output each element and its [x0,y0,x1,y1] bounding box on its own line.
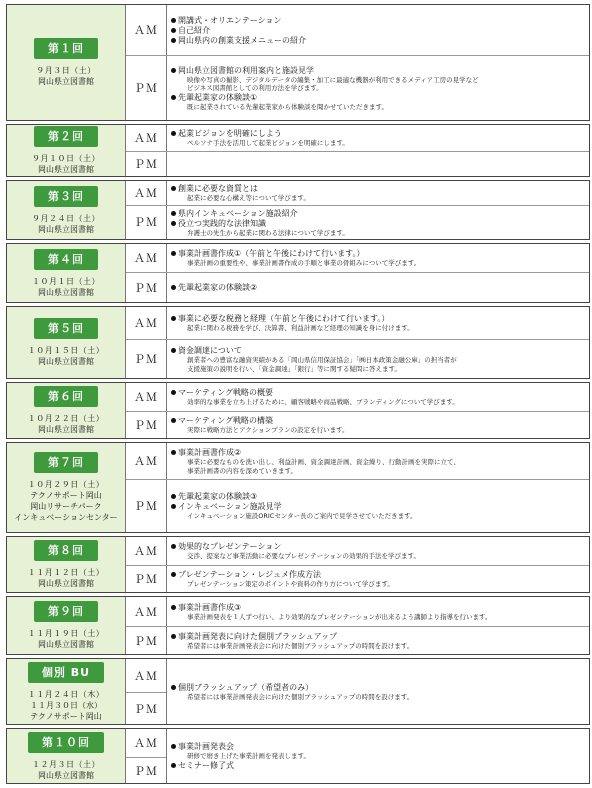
agenda-item-description: インキュベーション施設ORICセンター長のご案内で見学させていただきます。 [187,512,417,521]
session-number-badge: 第６回 [34,386,98,407]
session-info [7,244,126,302]
agenda-item-description: 弁護士の先生から起業に関わる法律について学びます。 [187,228,349,237]
agenda-item-description: プレゼンテーション策定のポイントや資料の作り方について学びます。 [187,580,394,589]
session-date: １０月１５日（土） [27,346,105,355]
agenda-item [171,416,585,426]
session-row [6,536,590,593]
session-venue: 岡山県立図書館 [38,77,94,86]
am-content [167,125,589,151]
agenda-item-title: セミナー修了式 [178,760,234,770]
bullet-icon [171,221,176,226]
am-content [167,244,589,272]
session-row [6,4,590,121]
am-label: ＡＭ [126,125,167,151]
session-number-badge: 第１０回 [28,732,104,753]
pm-block [126,273,589,302]
agenda-item [171,570,585,580]
session-info [7,443,126,532]
merged-content [167,659,589,724]
agenda-item-description: 効率的な事業を立ち上げるために、顧客戦略や商品戦略、ブランディングについて学びます。 [187,398,459,407]
bullet-icon [171,316,176,321]
pm-block [126,206,589,240]
agenda-item [171,632,585,642]
agenda-item [171,36,585,46]
session-schedule [126,244,589,302]
agenda-item-title: 起業ビジョンを明確にしよう [178,129,282,139]
session-schedule [126,537,589,592]
session-number-badge: 第３回 [34,186,98,207]
agenda-item [171,448,585,458]
agenda-item [171,26,585,36]
session-schedule [126,5,589,120]
bullet-icon [171,634,176,639]
bullet-icon [171,685,176,690]
session-info [7,5,126,120]
session-row [6,306,590,379]
bullet-icon [171,68,176,73]
am-content [167,181,589,205]
am-block [126,537,589,566]
agenda-item [171,249,585,259]
session-row [6,596,590,655]
session-venue: 岡山県立図書館 [38,425,94,434]
session-info [7,659,126,724]
session-venue: テクノサポート岡山 [30,491,102,500]
session-schedule [126,729,589,783]
am-content [167,537,589,565]
session-date: ９月３日（土） [36,66,96,75]
session-schedule [126,125,589,176]
agenda-item [171,184,585,194]
session-venue: 岡山県立図書館 [38,224,94,234]
session-number-badge: 第１回 [34,38,98,59]
session-venue: 岡山リサーチパーク [30,502,102,511]
bullet-icon [171,95,176,100]
pm-label: ＰＭ [126,480,167,532]
agenda-item-description: 起業に関わる税務を学び、決算書、利益計画など経理の知識を身に付けます。 [187,324,414,333]
session-venue: テクノサポート岡山 [30,711,102,721]
time-labels [126,659,167,724]
agenda-item-title: インキュベーション施設見学 [178,502,282,512]
pm-content [167,412,589,438]
agenda-item-title: 先輩起業家の体験談① [178,92,258,102]
bullet-icon [171,348,176,353]
session-row [6,382,590,439]
agenda-item-description: 希望者には事業計画発表会に向けた個別ブラッシュアップの時間を設けます。 [187,641,414,650]
agenda-item [171,209,585,219]
session-number-badge: 第２回 [34,126,98,147]
agenda-item-title: 先輩起業家の体験談② [178,283,258,292]
agenda-item-title: 効果的なプレゼンテーション [178,542,282,552]
bullet-icon [171,418,176,423]
bullet-icon [171,211,176,216]
am-content [167,597,589,626]
agenda-item-description: 支援施策の説明を行い、「資金調達」「銀行」等に関する疑問に答えます。 [187,364,401,373]
pm-content [167,627,589,654]
bullet-icon [171,544,176,549]
session-date: １１月１９日（土） [27,629,105,638]
session-row [6,243,590,303]
am-block [126,597,589,627]
agenda-item-title: 事業計画書作成①（午前と午後にわけて行います。） [178,249,365,259]
agenda-item-title: 自己紹介 [178,25,210,35]
agenda-item [171,346,585,356]
bullet-icon [171,390,176,395]
agenda-item [171,542,585,552]
agenda-item-title: 役立つ実践的な法律知識 [178,218,266,228]
agenda-item-description: 事業計画の重要性や、事業計画書作成の手順と事業の骨組みについて学びます。 [187,259,421,268]
session-date: １２月３日（土） [32,759,100,769]
bullet-icon [171,186,176,191]
bullet-icon [171,494,176,499]
pm-block [126,412,589,438]
agenda-item-description: 交渉、提案など事業活動に必要なプレゼンテーションの効果的手法を学びます。 [187,552,420,561]
session-date: １０月２２日（土） [27,414,105,423]
agenda-item [171,283,585,293]
pm-label: ＰＭ [126,273,167,302]
agenda-item [171,93,585,103]
session-date: １０月１日（土） [32,276,100,286]
session-info [7,181,126,239]
pm-label: ＰＭ [126,56,167,120]
am-block [126,244,589,273]
agenda-item-title: プレゼンテーション・レジュメ作成方法 [178,570,321,580]
session-row [6,442,590,533]
agenda-item [171,683,585,693]
agenda-item [171,129,585,139]
am-content [167,5,589,55]
session-info [7,537,126,592]
am-label: ＡＭ [126,659,166,693]
agenda-item-description: 実際に戦略方法とアクションプランの設定を行います。 [187,426,349,435]
agenda-item [171,219,585,229]
agenda-item-description: 研修で磨き上げた事業計画を発表します。 [187,752,310,761]
bullet-icon [171,28,176,33]
am-block [126,307,589,340]
agenda-item [171,502,585,512]
pm-content [167,480,589,532]
bullet-icon [171,131,176,136]
agenda-item-title: マーケティング戦略の概要 [178,388,274,398]
agenda-item-title: 創業に必要な資質とは [178,184,258,193]
pm-label: ＰＭ [126,340,167,378]
session-row [6,728,590,784]
agenda-item-title: 岡山県内の創業支援メニューの紹介 [178,35,306,45]
session-row [6,658,590,725]
session-row [6,180,590,240]
pm-block [126,340,589,378]
pm-content [167,206,589,240]
pm-content [167,566,589,592]
agenda-item [171,314,585,324]
pm-content [167,152,589,176]
pm-content [167,340,589,378]
agenda-item [171,66,585,76]
session-venue: 岡山県立図書館 [38,165,94,174]
am-label: ＡＭ [126,181,167,205]
session-date: ９月１０日（土） [32,154,100,163]
agenda-item [171,492,585,502]
agenda-item-title: 岡山県立図書館の利用案内と施設見学 [178,65,314,75]
agenda-item-title: 事業計画発表に向けた個別ブラッシュアップ [178,631,338,641]
am-block [126,181,589,206]
agenda-item-description: 既に起業されている先輩起業家から体験談を聞かせていただきます。 [187,102,388,111]
session-venue: 岡山県立図書館 [38,640,94,649]
pm-block [126,480,589,532]
session-info [7,383,126,438]
session-date: １０月２９日（土） [27,480,105,489]
bullet-icon [171,38,176,43]
am-label: ＡＭ [126,244,167,272]
session-info [7,597,126,654]
am-label: ＡＭ [126,307,167,339]
session-row [6,124,590,177]
bullet-icon [171,572,176,577]
agenda-item-title: 事業に必要な税務と経理（午前と午後にわけて行います。） [178,314,390,324]
session-schedule [126,443,589,532]
agenda-item-title: 先輩起業家の体験談③ [178,492,258,502]
am-label: ＡＭ [126,5,167,55]
bullet-icon [171,251,176,256]
session-venue: インキュベーションセンター [14,513,118,522]
agenda-item-description: 創業者への豊富な融資実績がある「岡山県信用保証協会」「㈱日本政策金融公庫」の担当者が [187,356,457,364]
session-date: ９月２４日（土） [32,213,100,223]
am-label: ＡＭ [126,383,167,411]
pm-label: ＰＭ [126,627,167,654]
pm-block [126,627,589,654]
pm-content [167,56,589,120]
session-schedule [126,307,589,378]
pm-block [126,56,589,120]
pm-label: ＰＭ [126,206,167,240]
pm-block [126,566,589,592]
session-info [7,307,126,378]
am-label: ＡＭ [126,537,167,565]
agenda-item-description: 事業に必要なものを洗い出し、利益計画、資金調達計画、資金繰り、行動計画を実際に立て、 [187,458,460,466]
session-date: １１月１２日（土） [27,568,105,577]
agenda-item-title: 事業計画書作成② [178,448,242,457]
session-date: １１月２４日（木） [27,689,105,699]
am-block [126,5,589,56]
agenda-item-title: 個別ブラッシュアップ（希望者のみ） [178,682,314,692]
agenda-item-description: 事業計画発表を１人ずつ行い、より効果的なプレゼンテーションが出来るよう講師より指導を行います。 [187,612,492,621]
pm-label: ＰＭ [134,764,158,778]
session-schedule [126,659,589,724]
agenda-item-title: 開講式・オリエンテーション [178,15,282,25]
agenda-item [171,761,585,771]
agenda-item [171,16,585,26]
agenda-item-description: 映像や写真の撮影、デジタルデータの編集・加工に最適な機器が利用できるメディア工房の見学など [187,75,479,84]
am-content [167,443,589,479]
bullet-icon [171,763,176,768]
agenda-item [171,388,585,398]
pm-label: ＰＭ [134,702,158,716]
agenda-item-description: 希望者には事業計画発表会に向けた個別ブラッシュアップの時間を設けます。 [187,692,414,701]
time-labels [126,729,167,783]
pm-content [167,273,589,302]
am-content [167,383,589,411]
session-number-badge: 第７回 [34,452,98,473]
agenda-item-title: 事業計画発表会 [178,742,234,752]
session-number-badge: 第８回 [34,540,98,561]
session-venue: 岡山県立図書館 [38,770,94,780]
bullet-icon [171,18,176,23]
session-venue: 岡山県立図書館 [38,287,94,297]
agenda-item-description: 起業に必要な心構え等について学びます。 [187,194,310,202]
pm-label: ＰＭ [126,152,167,176]
session-number-badge: 第４回 [34,249,98,270]
agenda-item-description: ビジネス図書館としての利用方法を学びます。 [187,84,323,93]
am-block [126,443,589,480]
pm-label: ＰＭ [126,412,167,438]
am-content [167,307,589,339]
session-info [7,729,126,783]
agenda-item [171,603,585,613]
am-label: ＡＭ [126,729,166,758]
agenda-item-description: ペルソナ手法を活用して起業ビジョンを明確にします。 [187,139,349,148]
session-schedule [126,597,589,654]
agenda-item-description: 事業計画書の内容を深めていきます。 [187,466,297,475]
session-number-badge: 個別 BU [28,662,104,683]
agenda-item-title: 事業計画書作成③ [178,602,242,612]
pm-block [126,152,589,176]
session-venue: 岡山県立図書館 [38,579,94,588]
agenda-item [171,742,585,752]
session-venue: １１月３０日（水） [30,700,102,710]
agenda-item-title: 資金調達について [178,346,242,355]
bullet-icon [171,285,176,290]
agenda-item-title: マーケティング戦略の構築 [178,416,274,426]
am-label: ＡＭ [126,597,167,626]
am-label: ＡＭ [126,443,167,479]
session-info [7,125,126,176]
agenda-item-title: 県内インキュベーション施設紹介 [178,208,298,218]
pm-label: ＰＭ [126,566,167,592]
bullet-icon [171,504,176,509]
bullet-icon [171,605,176,610]
merged-content [167,729,589,783]
bullet-icon [171,744,176,749]
session-number-badge: 第５回 [34,318,98,339]
am-block [126,383,589,412]
session-number-badge: 第９回 [34,601,98,622]
session-schedule [126,383,589,438]
am-block [126,125,589,152]
session-venue: 岡山県立図書館 [38,357,94,366]
bullet-icon [171,450,176,455]
session-schedule [126,181,589,239]
